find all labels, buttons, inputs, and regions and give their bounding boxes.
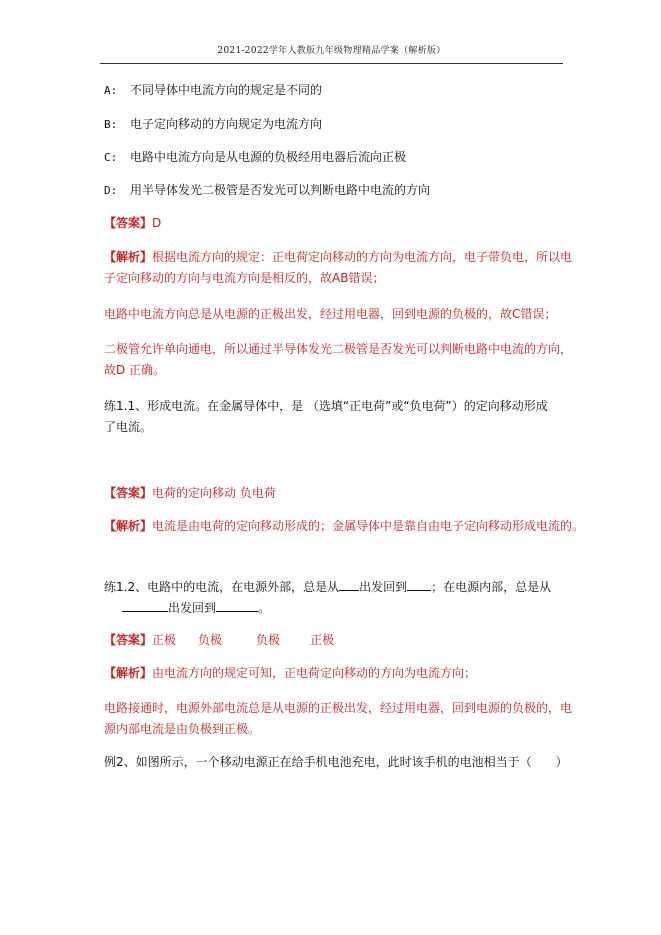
option-b-text: 电子定向移动的方向规定为电流方向	[130, 117, 323, 131]
option-c	[104, 149, 406, 166]
analysis-tag: 【解析】	[104, 250, 153, 264]
analysis-tag: 【解析】	[104, 666, 153, 680]
ex12-text-a: 练1.2、电路中的电流，在电源外部，总是从	[104, 580, 340, 594]
answer-blank	[407, 578, 431, 591]
option-c-label: C:	[104, 151, 118, 164]
exercise-1-2-answer	[104, 632, 334, 648]
ex12-text-d: 出发回到	[168, 601, 217, 615]
option-b-label: B:	[104, 118, 118, 131]
exercise-1-2-analysis-line-1	[104, 665, 476, 681]
option-d	[104, 182, 430, 199]
answer-blank	[122, 599, 168, 612]
answer-value-4: 正极	[310, 633, 335, 647]
header-divider	[100, 63, 563, 64]
exercise-1-1-line-1: 练1.1、形成电流。在金属导体中，是 （选填“正电荷”或“负电荷”）的定向移动形成	[104, 399, 548, 413]
option-b	[104, 116, 322, 133]
analysis-text: 根据电流方向的规定：正电荷定向移动的方向为电流方向，电子带负电，所以电	[152, 250, 573, 264]
exercise-1-2-line-1	[104, 578, 551, 595]
answer-value-1: 正极	[152, 633, 177, 647]
exercise-1-1-answer	[104, 485, 276, 501]
ex12-text-b: 出发回到	[359, 580, 408, 594]
q1-analysis-line-3: 电路中电流方向总是从电源的正极出发，经过用电器，回到电源的负极的，故C错误；	[104, 307, 557, 321]
analysis-tag: 【解析】	[104, 519, 153, 533]
exercise-1-1-line-2: 了电流。	[104, 420, 153, 434]
option-a-label: A:	[104, 84, 118, 97]
page-header: 2021-2022学年人教版九年级物理精品学案（解析版）	[217, 46, 446, 56]
analysis-text: 由电流方向的规定可知，正电荷定向移动的方向为电流方向；	[152, 666, 477, 680]
option-d-text: 用半导体发光二极管是否发光可以判断电路中电流的方向	[130, 183, 431, 197]
answer-value-2: 负极	[198, 633, 223, 647]
ex12-text-e: 。	[258, 601, 271, 615]
exercise-1-1-analysis	[104, 518, 584, 534]
example-2-question: 例2、如图所示，一个移动电源正在给手机电池充电，此时该手机的电池相当于（ ）	[104, 755, 568, 769]
q1-analysis-line-4: 二极管允许单向通电，所以通过半导体发光二极管是否发光可以判断电路中电流的方向，	[104, 342, 573, 356]
option-d-label: D:	[104, 184, 118, 197]
option-c-text: 电路中电流方向是从电源的负极经用电器后流向正极	[130, 150, 407, 164]
q1-analysis-line-5: 故D 正确。	[104, 363, 166, 377]
option-a	[104, 82, 322, 99]
answer-blank	[339, 578, 359, 591]
answer-value-3: 负极	[256, 633, 281, 647]
answer-value: D	[152, 216, 162, 230]
exercise-1-2-line-2	[122, 599, 270, 616]
analysis-text: 电流是由电荷的定向移动形成的；金属导体中是靠自由电子定向移动形成电流的。	[152, 519, 585, 533]
answer-value: 电荷的定向移动 负电荷	[152, 486, 276, 500]
answer-tag: 【答案】	[104, 633, 153, 647]
answer-tag: 【答案】	[104, 486, 153, 500]
answer-tag: 【答案】	[104, 216, 153, 230]
q1-analysis-line-2: 子定向移动的方向与电流方向是相反的，故AB错误；	[104, 271, 385, 285]
answer-blank	[216, 599, 258, 612]
q1-analysis-line-1	[104, 249, 572, 265]
option-a-text: 不同导体中电流方向的规定是不同的	[130, 83, 323, 97]
exercise-1-2-analysis-line-2: 电路接通时，电源外部电流总是从电源的正极出发，经过用电器，回到电源的负极的，电	[104, 701, 573, 715]
q1-answer	[104, 215, 161, 231]
ex12-text-c: ；在电源内部，总是从	[431, 580, 552, 594]
exercise-1-2-analysis-line-3: 源内部电流是由负极到正极。	[104, 722, 261, 736]
